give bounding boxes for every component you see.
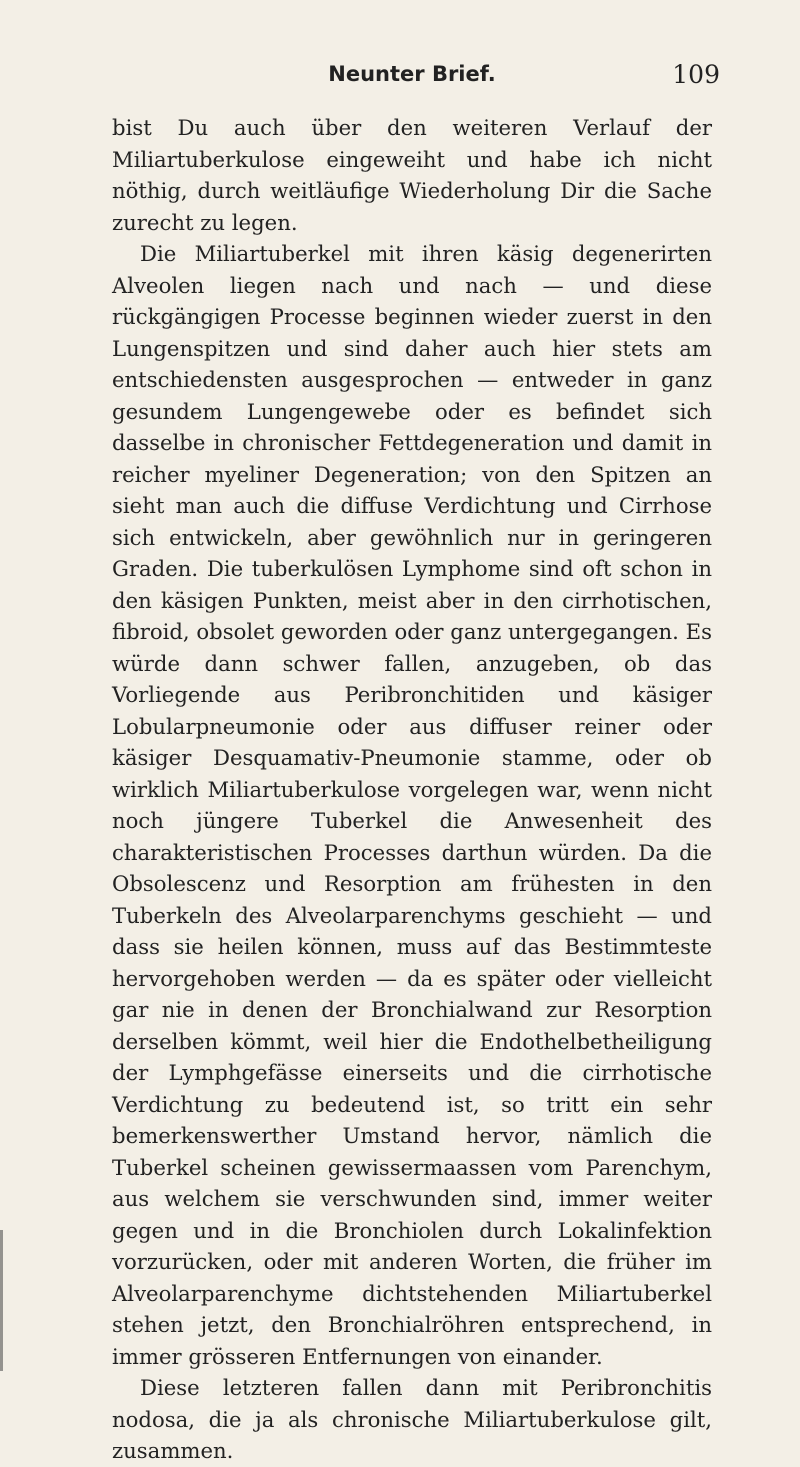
paragraph-1: bist Du auch über den weiteren Verlauf der Miliartuberkulose eingeweiht und habe ich nicht nöthig, durch weitläufige Wiederholung Dir die Sache zurecht zu legen. — [112, 115, 712, 235]
page-number: 109 — [672, 60, 720, 89]
paragraph-3: Diese letzteren fallen dann mit Peribronchitis nodosa, die ja als chronische Miliartuberkulose gilt, zusammen. — [112, 1375, 712, 1463]
page-header — [112, 60, 720, 92]
body-text — [112, 112, 712, 1467]
running-title: Neunter Brief. — [328, 62, 496, 86]
page-edge-shadow — [0, 1230, 3, 1371]
paragraph-2: Die Miliartuberkel mit ihren käsig degenerirten Alveolen liegen nach und nach — und diese rückgängigen Processe beginnen wieder zuerst in den Lungenspitzen und sind daher auch hier stets am entschiedensten ausgesprochen — entweder in ganz gesundem Lungengewebe oder es befindet sich dasselbe in chronischer Fettdegeneration und damit in reicher myeliner Degeneration; von den Spitzen an sieht man auch die diffuse Verdichtung und Cirrhose sich entwickeln, aber gewöhnlich nur in geringeren Graden. Die tuberkulösen Lymphome sind oft schon in den käsigen Punkten, meist aber in den cirrhotischen, fibroid, obsolet geworden oder ganz untergegangen. Es würde dann schwer fallen, anzugeben, ob das Vorliegende aus Peribronchitiden und käsiger Lobularpneumonie oder aus diffuser reiner oder käsiger Desquamativ-Pneumonie stamme, oder ob wirklich Miliartuberkulose vorgelegen war, wenn nicht noch jüngere Tuberkel die Anwesenheit des charakteristischen Processes darthun würden. Da die Obsolescenz und Resorption am frühesten in den Tuberkeln des Alveolarparenchyms geschieht — und dass sie heilen können, muss auf das Bestimmteste hervorgehoben werden — da es später oder vielleicht gar nie in denen der Bronchialwand zur Resorption derselben kömmt, weil hier die Endothelbetheiligung der Lymphgefässe einerseits und die cirrhotische Verdichtung zu bedeutend ist, so tritt ein sehr bemerkenswerther Umstand hervor, nämlich die Tuberkel scheinen gewissermaassen vom Parenchym, aus welchem sie verschwunden sind, immer weiter gegen und in die Bronchiolen durch Lokalinfektion vorzurücken, oder mit anderen Worten, die früher im Alveolarparenchyme dichtstehenden Miliartuberkel stehen jetzt, den Bronchialröhren entsprechend, in immer grösseren Entfernungen von einander. — [112, 241, 712, 1369]
